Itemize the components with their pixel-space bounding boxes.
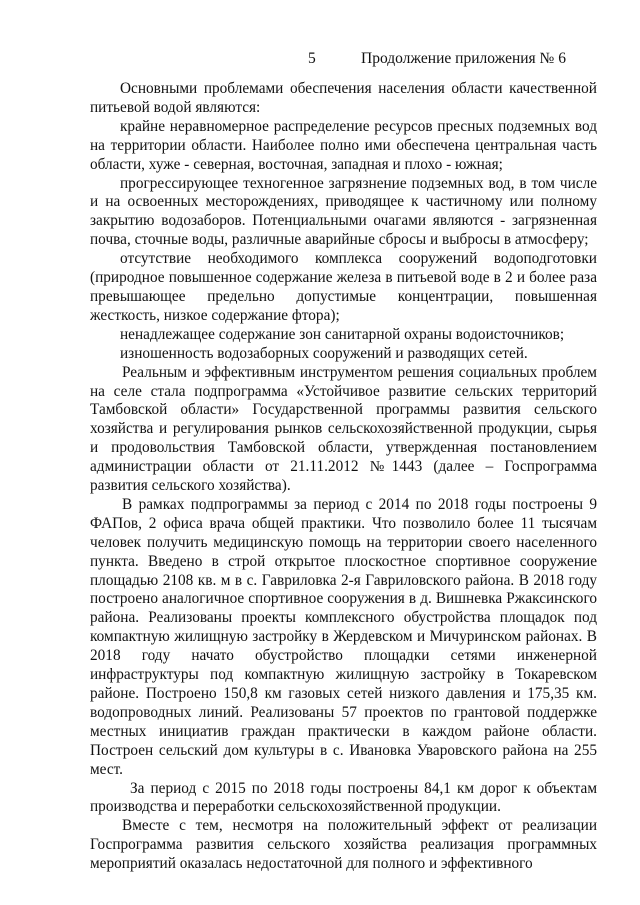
paragraph-uneven-distribution: крайне неравномерное распределение ресурсов пресных подземных вод на территории области. Наиболее полно ими обеспечена центральная часть области, хуже - северная, восточная, западная и плохо - южная; — [90, 117, 597, 173]
paragraph-sanitary-zones: ненадлежащее содержание зон санитарной охраны водоисточников; — [120, 325, 565, 343]
document-body — [90, 80, 597, 874]
page-header — [0, 50, 640, 72]
paragraph-insufficient-effect: Вместе с тем, несмотря на положительный эффект от реализации Госпрограмма развития сельского хозяйства реализация программных мероприятий оказалась недостаточной для полного и эффективного — [90, 817, 597, 873]
paragraph-subprogram-results: В рамках подпрограммы за период с 2014 по 2018 годы построены 9 ФАПов, 2 офиса врача общей практики. Что позволило более 11 тысячам человек получить медицинскую помощь на территории своего населенного пункта. Введено в строй открытое плоскостное спортивное сооружение площадью 2108 кв. м в с. Гавриловка 2-я Гавриловского района. В 2018 году построено аналогичное спортивное сооружения в д. Вишневка Ржаксинского района. Реализованы проекты комплексного обустройства площадок под компактную жилищную застройку в Жердевском и Мичуринском районах. В 2018 году начато обустройство площадки сетями инженерной инфраструктуры под компактную жилищную застройку в Токаревском районе. Построено 150,8 км газовых сетей низкого давления и 175,35 км. водопроводных линий. Реализованы 57 проектов по грантовой поддержке местных инициатив граждан практически в каждом районе области. Построен сельский дом культуры в с. Ивановка Уваровского района на 255 мест. — [90, 495, 597, 778]
paragraph-subprogram: Реальным и эффективным инструментом решения социальных проблем на селе стала подпрограмма «Устойчивое развитие сельских территорий Тамбовской области» Государственной программы развития сельского хозяйства и регулирования рынков сельскохозяйственной продукции, сырья и продовольствия Тамбовской области, утвержденная постановлением администрации области от 21.11.2012 №1443 (далее – Госпрограмма развития сельского хозяйства). — [90, 363, 597, 495]
paragraph-roads: За период с 2015 по 2018 годы построены 84,1 км дорог к объектам производства и переработки сельскохозяйственной продукции. — [90, 779, 597, 816]
paragraph-water-treatment: отсутствие необходимого комплекса сооружений водоподготовки (природное повышенное содержание железа в питьевой воде в 2 и более раза превышающее предельно допустимые концентрации, повышенная жесткость, низкое содержание фтора); — [90, 250, 597, 324]
paragraph-water-problems-intro: Основными проблемами обеспечения населения области качественной питьевой водой являются: — [90, 80, 597, 116]
paragraph-worn-infrastructure: изношенность водозаборных сооружений и разводящих сетей. — [120, 344, 528, 362]
page-number: 5 — [308, 50, 316, 67]
paragraph-pollution: прогрессирующее техногенное загрязнение подземных вод, в том числе и на освоенных месторождениях, приводящее к частичному или полному закрытию водозаборов. Потенциальными очагами являются - загрязненная почва, сточные воды, различные аварийные сбросы и выбросы в атмосферу; — [90, 174, 597, 249]
appendix-continuation-title: Продолжение приложения № 6 — [361, 50, 566, 67]
